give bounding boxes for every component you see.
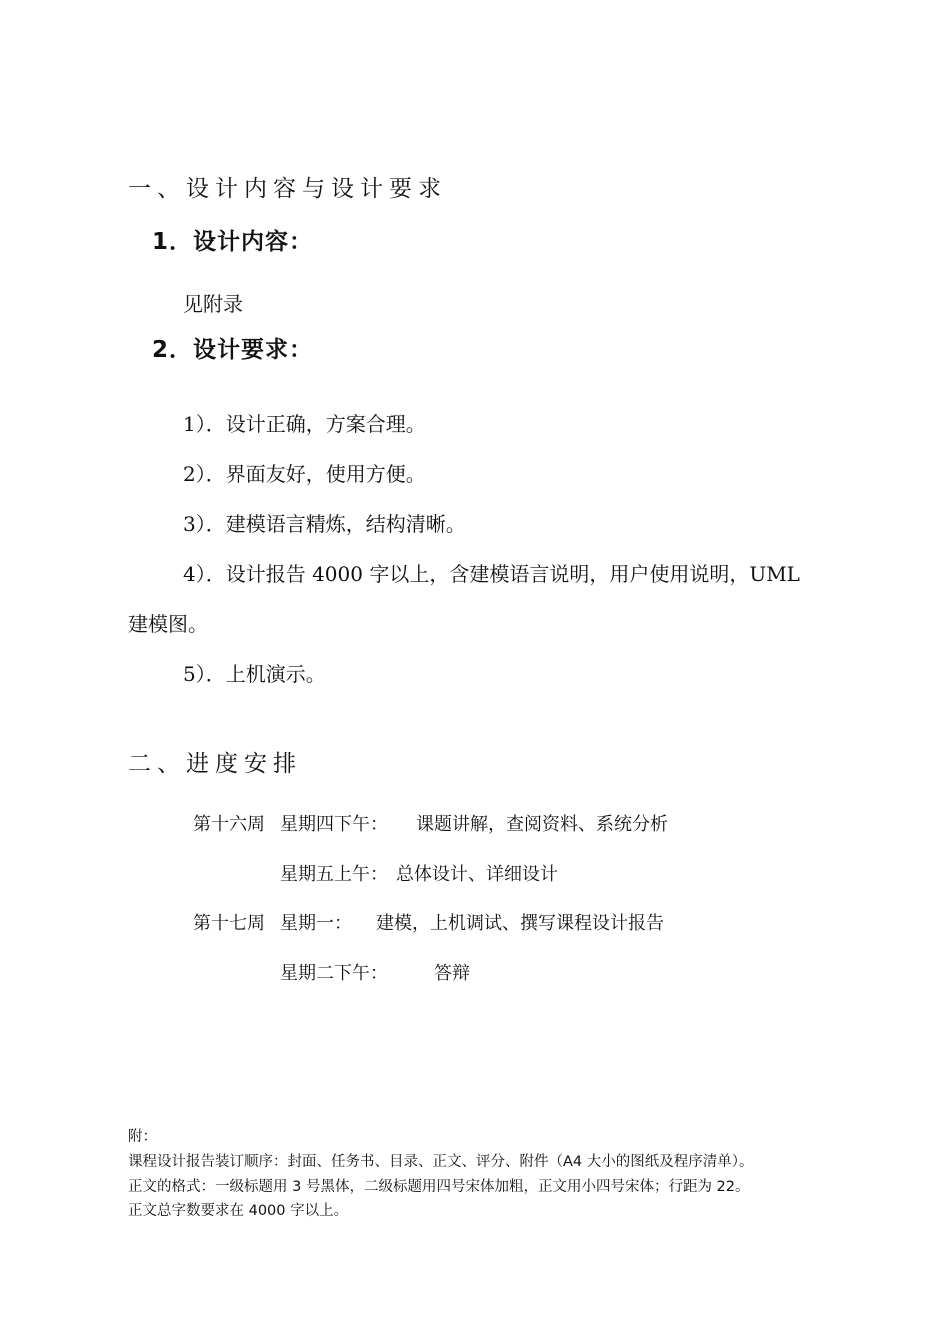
subheading-design-requirements: 2．设计要求： bbox=[152, 337, 314, 363]
schedule-task: 课题讲解，查阅资料、系统分析 bbox=[416, 814, 668, 835]
section-1-heading: 一、设计内容与设计要求 bbox=[128, 176, 447, 202]
appendix-line: 正文总字数要求在 4000 字以上。 bbox=[128, 1203, 349, 1219]
schedule-task: 答辩 bbox=[434, 963, 470, 984]
schedule-day: 星期五上午： bbox=[280, 864, 388, 885]
design-content-text: 见附录 bbox=[183, 292, 243, 316]
requirement-item: 2）．界面友好，使用方便。 bbox=[183, 462, 426, 486]
subheading-design-content: 1．设计内容： bbox=[152, 229, 314, 255]
schedule-day: 星期四下午： bbox=[280, 814, 388, 835]
schedule-week: 第十六周 bbox=[193, 814, 265, 835]
requirement-item: 1）．设计正确，方案合理。 bbox=[183, 412, 426, 436]
requirement-item-continuation: 建模图。 bbox=[128, 612, 208, 636]
appendix-line: 正文的格式：一级标题用 3 号黑体，二级标题用四号宋体加粗，正文用小四号宋体；行距为 22。 bbox=[128, 1179, 750, 1195]
requirement-item: 5）．上机演示。 bbox=[183, 662, 326, 686]
schedule-day: 星期一： bbox=[280, 913, 352, 934]
appendix-label: 附： bbox=[128, 1129, 157, 1145]
requirement-item: 4）．设计报告 4000 字以上，含建模语言说明，用户使用说明，UML bbox=[183, 562, 800, 586]
schedule-task: 建模，上机调试、撰写课程设计报告 bbox=[376, 913, 664, 934]
schedule-week: 第十七周 bbox=[193, 913, 265, 934]
section-2-heading: 二、进度安排 bbox=[128, 751, 302, 777]
schedule-day: 星期二下午： bbox=[280, 963, 388, 984]
requirement-item: 3）．建模语言精炼，结构清晰。 bbox=[183, 512, 466, 536]
appendix-line: 课程设计报告装订顺序：封面、任务书、目录、正文、评分、附件（A4 大小的图纸及程序清单）。 bbox=[128, 1154, 754, 1170]
schedule-task: 总体设计、详细设计 bbox=[396, 864, 558, 885]
